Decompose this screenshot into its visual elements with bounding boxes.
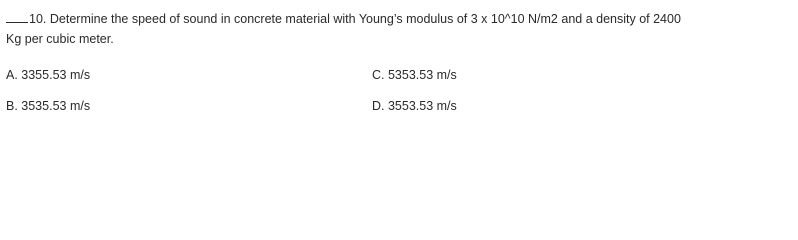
question-line-1: [6, 9, 796, 29]
option-b: B. 3535.53 m/s: [6, 99, 91, 113]
option-c: C. 5353.53 m/s: [372, 68, 457, 82]
question-line-2: Kg per cubic meter.: [6, 32, 114, 46]
question-text: Determine the speed of sound in concrete material with Young’s modulus of 3 x 10^10 N/m2 and a density of 2400: [49, 12, 681, 26]
question-number: 10.: [29, 12, 47, 26]
option-a: A. 3355.53 m/s: [6, 68, 91, 82]
answer-blank: [6, 11, 28, 23]
option-d: D. 3553.53 m/s: [372, 99, 457, 113]
question-block: [6, 9, 796, 49]
